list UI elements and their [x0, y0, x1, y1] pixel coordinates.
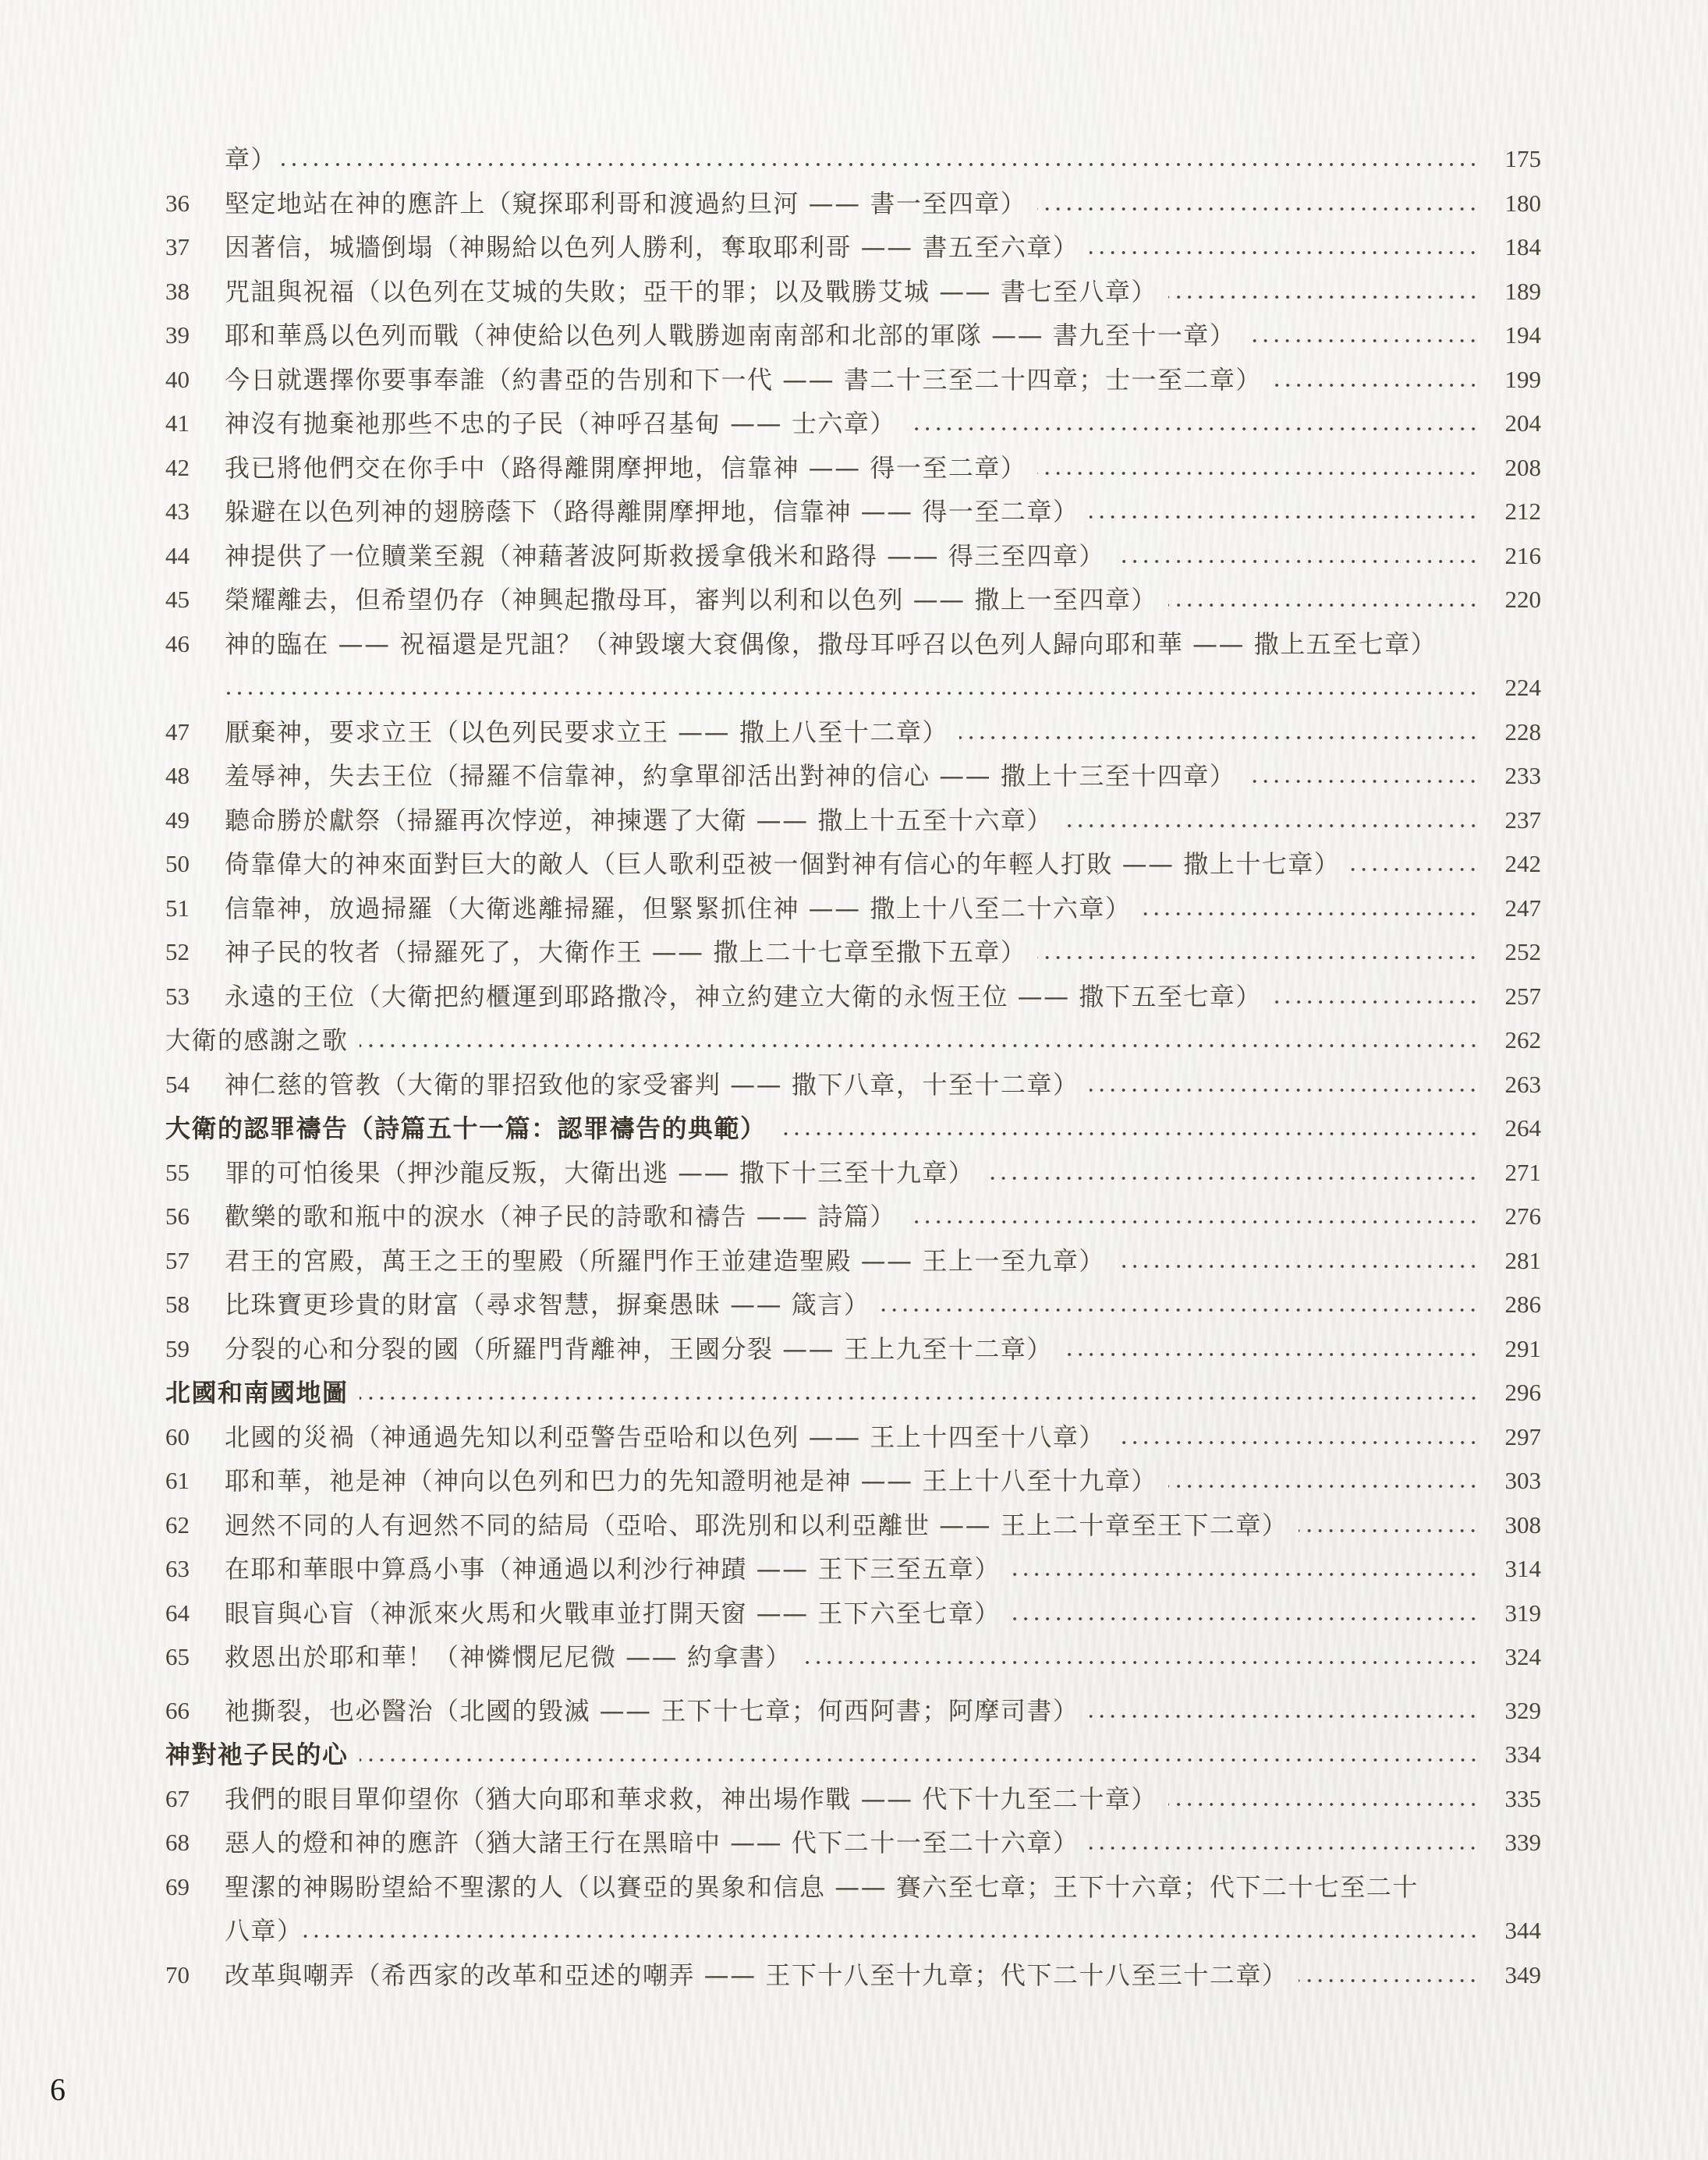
entry-number: 49 — [165, 806, 190, 834]
entry-number: 60 — [165, 1422, 190, 1450]
dot-leader — [360, 1396, 1479, 1400]
toc-entry[interactable] — [165, 137, 1541, 182]
entry-page: 263 — [1504, 1070, 1541, 1098]
entry-title: 神沒有拋棄祂那些不忠的子民（神呼召基甸 —— 士六章） — [225, 409, 896, 438]
entry-title: 聖潔的神賜盼望給不聖潔的人（以賽亞的異象和信息 —— 賽六至七章；王下十六章；代下二十七至二十 — [225, 1871, 1419, 1902]
entry-number: 66 — [165, 1696, 190, 1724]
entry-page: 252 — [1504, 938, 1541, 965]
entry-page: 224 — [1504, 674, 1541, 701]
entry-number: 62 — [165, 1510, 190, 1539]
entry-page: 344 — [1504, 1917, 1541, 1944]
entry-number: 44 — [165, 541, 190, 569]
dot-leader — [959, 735, 1479, 740]
entry-title: 在耶和華眼中算爲小事（神通過以利沙行神蹟 —— 王下三至五章） — [225, 1554, 1001, 1584]
entry-page: 276 — [1504, 1202, 1541, 1230]
dot-leader — [1246, 779, 1479, 784]
dot-leader — [1012, 1616, 1479, 1621]
entry-page: 220 — [1504, 586, 1541, 613]
entry-number: 36 — [165, 189, 190, 217]
entry-title: 堅定地站在神的應許上（窺探耶利哥和渡過約旦河 —— 書一至四章） — [225, 188, 1027, 218]
entry-number: 47 — [165, 717, 190, 745]
entry-number: 50 — [165, 850, 190, 877]
toc-entry[interactable] — [165, 1777, 1541, 1822]
toc-entry[interactable] — [165, 402, 1541, 446]
toc-section-heading[interactable] — [165, 1107, 1541, 1151]
toc-entry[interactable] — [165, 1547, 1541, 1592]
entry-number: 51 — [165, 894, 190, 922]
entry-page: 324 — [1504, 1643, 1541, 1670]
entry-title: 信靠神，放過掃羅（大衛逃離掃羅，但緊緊抓住神 —— 撒上十八至二十六章） — [225, 893, 1132, 923]
entry-title: 神提供了一位贖業至親（神藉著波阿斯救援拿俄米和路得 —— 得三至四章） — [225, 540, 1105, 571]
entry-title: 神仁慈的管教（大衛的罪招致他的家受審判 —— 撒下八章，十至十二章） — [225, 1069, 1079, 1099]
dot-leader — [1168, 603, 1479, 607]
entry-number: 43 — [165, 498, 190, 525]
toc-entry[interactable] — [165, 1503, 1541, 1548]
dot-leader — [1299, 1528, 1479, 1533]
entry-title: 耶和華，祂是神（神向以色列和巴力的先知證明祂是神 —— 王上十八至十九章） — [225, 1466, 1157, 1496]
entry-page: 297 — [1504, 1422, 1541, 1450]
toc-entry[interactable] — [165, 1195, 1541, 1239]
toc-entry[interactable] — [165, 1283, 1541, 1327]
toc-entry[interactable] — [165, 887, 1541, 931]
entry-title: 北國的災禍（神通過先知以利亞警告亞哈和以色列 —— 王上十四至十八章） — [225, 1422, 1105, 1452]
entry-page: 339 — [1504, 1829, 1541, 1856]
dot-leader — [1351, 867, 1479, 872]
entry-title: 神的臨在 —— 祝福還是咒詛？（神毀壞大袞偶像，撒母耳呼召以色列人歸向耶和華 —— 撒上五至七章） — [225, 629, 1437, 659]
entry-number: 68 — [165, 1829, 190, 1856]
toc-entry[interactable] — [165, 1953, 1541, 1998]
entry-title: 惡人的燈和神的應許（猶大諸王行在黑暗中 —— 代下二十一至二十六章） — [225, 1828, 1079, 1857]
entry-page: 175 — [1504, 145, 1541, 172]
entry-number: 70 — [165, 1960, 190, 1988]
toc-entry[interactable] — [165, 1689, 1541, 1733]
toc-entry[interactable] — [165, 710, 1541, 755]
entry-page: 329 — [1504, 1696, 1541, 1724]
entry-title: 今日就選擇你要事奉誰（約書亞的告別和下一代 —— 書二十三至二十四章；士一至二章） — [225, 364, 1262, 395]
toc-entry[interactable] — [165, 578, 1541, 622]
dot-leader — [1273, 1000, 1479, 1004]
entry-title: 咒詛與祝福（以色列在艾城的失敗；亞干的罪；以及戰勝艾城 —— 書七至八章） — [225, 276, 1157, 306]
entry-number: 40 — [165, 365, 190, 393]
toc-section-heading[interactable] — [165, 1733, 1541, 1777]
dot-leader — [1064, 1352, 1479, 1357]
dot-leader — [360, 1758, 1479, 1762]
toc-entry[interactable] — [165, 534, 1541, 579]
entry-number: 39 — [165, 321, 190, 349]
dot-leader — [1299, 1978, 1479, 1983]
section-title: 大衛的感謝之歌 — [165, 1025, 349, 1055]
entry-title: 章） — [225, 144, 278, 174]
dot-leader — [1064, 823, 1479, 828]
entry-page: 262 — [1504, 1026, 1541, 1053]
entry-number: 57 — [165, 1246, 190, 1274]
entry-page: 271 — [1504, 1158, 1541, 1186]
dot-leader — [1037, 471, 1479, 476]
entry-page: 247 — [1504, 894, 1541, 922]
dot-leader — [881, 1308, 1479, 1312]
toc-entry[interactable] — [165, 182, 1541, 226]
entry-page: 335 — [1504, 1784, 1541, 1812]
page-number: 6 — [50, 2072, 66, 2107]
dot-leader — [1037, 207, 1479, 211]
entry-number: 42 — [165, 453, 190, 481]
toc-entry[interactable] — [165, 358, 1541, 402]
entry-page: 216 — [1504, 541, 1541, 569]
dot-leader — [303, 1934, 1479, 1939]
entry-title: 歡樂的歌和瓶中的淚水（神子民的詩歌和禱告 —— 詩篇） — [225, 1202, 896, 1231]
entry-page: 286 — [1504, 1291, 1541, 1318]
dot-leader — [1142, 912, 1479, 916]
entry-page: 334 — [1504, 1740, 1541, 1768]
entry-title: 倚靠偉大的神來面對巨大的敵人（巨人歌利亞被一個對神有信心的年輕人打敗 —— 撒上十七章） — [225, 849, 1341, 879]
dot-leader — [1090, 1714, 1479, 1719]
toc-entry[interactable] — [165, 1327, 1541, 1372]
dot-leader — [1090, 515, 1479, 519]
toc-section-heading[interactable] — [165, 1371, 1541, 1415]
dot-leader — [907, 427, 1479, 431]
dot-leader — [1246, 338, 1479, 343]
entry-title: 迥然不同的人有迥然不同的結局（亞哈、耶洗別和以利亞離世 —— 王上二十章至王下二章） — [225, 1510, 1288, 1540]
entry-page: 204 — [1504, 409, 1541, 437]
dot-leader — [277, 162, 1479, 167]
toc-entry-continuation[interactable] — [165, 666, 1541, 710]
entry-page: 199 — [1504, 365, 1541, 393]
entry-title: 永遠的王位（大衛把約櫃運到耶路撒冷，神立約建立大衛的永恆王位 —— 撒下五至七章） — [225, 981, 1262, 1011]
entry-page: 319 — [1504, 1599, 1541, 1627]
entry-title: 躲避在以色列神的翅膀蔭下（路得離開摩押地，信靠神 —— 得一至二章） — [225, 497, 1079, 526]
dot-leader — [1037, 955, 1479, 960]
toc-entry[interactable] — [165, 1415, 1541, 1460]
entry-page: 242 — [1504, 850, 1541, 877]
toc-entry[interactable] — [165, 754, 1541, 798]
entry-title: 耶和華爲以色列而戰（神使給以色列人戰勝迦南南部和北部的軍隊 —— 書九至十一章） — [225, 320, 1236, 350]
dot-leader — [1090, 250, 1479, 255]
entry-number: 65 — [165, 1643, 190, 1670]
entry-number: 37 — [165, 233, 190, 260]
toc-entry[interactable] — [165, 1865, 1541, 1910]
entry-page: 257 — [1504, 982, 1541, 1010]
entry-title: 我已將他們交在你手中（路得離開摩押地，信靠神 —— 得一至二章） — [225, 452, 1027, 483]
dot-leader — [1168, 295, 1479, 299]
entry-title: 君王的宮殿，萬王之王的聖殿（所羅門作王並建造聖殿 —— 王上一至九章） — [225, 1245, 1105, 1276]
dot-leader — [1090, 1088, 1479, 1092]
section-title: 北國和南國地圖 — [165, 1378, 349, 1408]
dot-leader — [778, 1131, 1479, 1136]
dot-leader — [803, 1660, 1479, 1665]
entry-number: 48 — [165, 762, 190, 789]
entry-title: 改革與嘲弄（希西家的改革和亞述的嘲弄 —— 王下十八至十九章；代下二十八至三十二章） — [225, 1960, 1288, 1990]
entry-page: 349 — [1504, 1960, 1541, 1988]
entry-number: 46 — [165, 629, 190, 657]
toc-entry[interactable] — [165, 622, 1541, 667]
section-title: 大衛的認罪禱告（詩篇五十一篇：認罪禱告的典範） — [165, 1114, 767, 1143]
toc-entry[interactable] — [165, 1459, 1541, 1503]
toc-entry[interactable] — [165, 313, 1541, 358]
toc-section-heading[interactable] — [165, 1018, 1541, 1063]
entry-number: 59 — [165, 1334, 190, 1362]
toc-entry[interactable] — [165, 1151, 1541, 1195]
entry-number: 64 — [165, 1599, 190, 1627]
table-of-contents — [165, 137, 1541, 1997]
entry-page: 314 — [1504, 1555, 1541, 1582]
dot-leader — [1090, 1846, 1479, 1850]
toc-entry[interactable] — [165, 270, 1541, 314]
entry-page: 281 — [1504, 1246, 1541, 1274]
entry-page: 228 — [1504, 717, 1541, 745]
toc-entry[interactable] — [165, 1239, 1541, 1284]
dot-leader — [1116, 559, 1479, 564]
entry-title: 神子民的牧者（掃羅死了，大衛作王 —— 撒上二十七章至撒下五章） — [225, 937, 1027, 967]
entry-title: 救恩出於耶和華！（神憐憫尼尼微 —— 約拿書） — [225, 1642, 792, 1672]
section-title: 神對祂子民的心 — [165, 1740, 349, 1769]
entry-page: 212 — [1504, 498, 1541, 525]
toc-entry[interactable] — [165, 975, 1541, 1019]
dot-leader — [907, 1220, 1479, 1224]
entry-number: 63 — [165, 1555, 190, 1582]
toc-entry[interactable] — [165, 930, 1541, 975]
entry-title: 厭棄神，要求立王（以色列民要求立王 —— 撒上八至十二章） — [225, 717, 948, 747]
entry-number: 53 — [165, 982, 190, 1010]
toc-entry[interactable] — [165, 446, 1541, 490]
entry-number: 45 — [165, 586, 190, 613]
entry-title: 罪的可怕後果（押沙龍反叛，大衛出逃 —— 撒下十三至十九章） — [225, 1157, 975, 1188]
entry-number: 67 — [165, 1784, 190, 1812]
toc-entry[interactable] — [165, 1063, 1541, 1107]
entry-number: 55 — [165, 1158, 190, 1186]
dot-leader — [1012, 1572, 1479, 1577]
toc-entry[interactable] — [165, 1635, 1541, 1680]
entry-page: 237 — [1504, 806, 1541, 834]
dot-leader — [985, 1176, 1479, 1181]
entry-number: 52 — [165, 938, 190, 965]
dot-leader — [1116, 1440, 1479, 1445]
entry-title: 眼盲與心盲（神派來火馬和火戰車並打開天窗 —— 王下六至七章） — [225, 1598, 1001, 1628]
entry-page: 303 — [1504, 1467, 1541, 1494]
entry-page: 291 — [1504, 1334, 1541, 1362]
toc-entry[interactable] — [165, 1821, 1541, 1865]
entry-number: 69 — [165, 1872, 190, 1900]
dot-leader — [360, 1043, 1479, 1048]
entry-title: 祂撕裂，也必醫治（北國的毀滅 —— 王下十七章；何西阿書；阿摩司書） — [225, 1695, 1079, 1726]
entry-title: 羞辱神，失去王位（掃羅不信靠神，約拿單卻活出對神的信心 —— 撒上十三至十四章） — [225, 761, 1236, 791]
entry-page: 233 — [1504, 762, 1541, 789]
entry-title: 榮耀離去，但希望仍存（神興起撒母耳，審判以利和以色列 —— 撒上一至四章） — [225, 585, 1157, 614]
entry-page: 189 — [1504, 277, 1541, 305]
entry-title: 我們的眼目單仰望你（猶大向耶和華求救，神出場作戰 —— 代下十九至二十章） — [225, 1783, 1157, 1814]
entry-page: 180 — [1504, 189, 1541, 217]
dot-leader — [1168, 1802, 1479, 1807]
entry-title-continuation: 八章） — [225, 1916, 303, 1946]
toc-entry-continuation[interactable] — [165, 1909, 1541, 1953]
entry-title: 比珠寶更珍貴的財富（尋求智慧，摒棄愚昧 —— 箴言） — [225, 1290, 870, 1319]
entry-number: 56 — [165, 1202, 190, 1230]
entry-title: 聽命勝於獻祭（掃羅再次悖逆，神揀選了大衛 —— 撒上十五至十六章） — [225, 805, 1053, 835]
entry-page: 296 — [1504, 1379, 1541, 1406]
entry-number: 41 — [165, 409, 190, 437]
entry-page: 184 — [1504, 233, 1541, 260]
entry-page: 208 — [1504, 453, 1541, 481]
entry-page: 308 — [1504, 1510, 1541, 1539]
dot-leader — [225, 691, 1479, 696]
toc-entry[interactable] — [165, 225, 1541, 270]
toc-entry[interactable] — [165, 798, 1541, 843]
toc-entry[interactable] — [165, 490, 1541, 534]
entry-number: 58 — [165, 1291, 190, 1318]
toc-entry[interactable] — [165, 842, 1541, 887]
dot-leader — [1273, 383, 1479, 388]
entry-page: 264 — [1504, 1114, 1541, 1142]
entry-number: 61 — [165, 1467, 190, 1494]
dot-leader — [1168, 1484, 1479, 1489]
toc-entry[interactable] — [165, 1592, 1541, 1636]
entry-title: 分裂的心和分裂的國（所羅門背離神，王國分裂 —— 王上九至十二章） — [225, 1333, 1053, 1364]
entry-page: 194 — [1504, 321, 1541, 349]
entry-title: 因著信，城牆倒塌（神賜給以色列人勝利，奪取耶利哥 —— 書五至六章） — [225, 232, 1079, 262]
entry-number: 54 — [165, 1070, 190, 1098]
dot-leader — [1116, 1264, 1479, 1269]
entry-number: 38 — [165, 277, 190, 305]
